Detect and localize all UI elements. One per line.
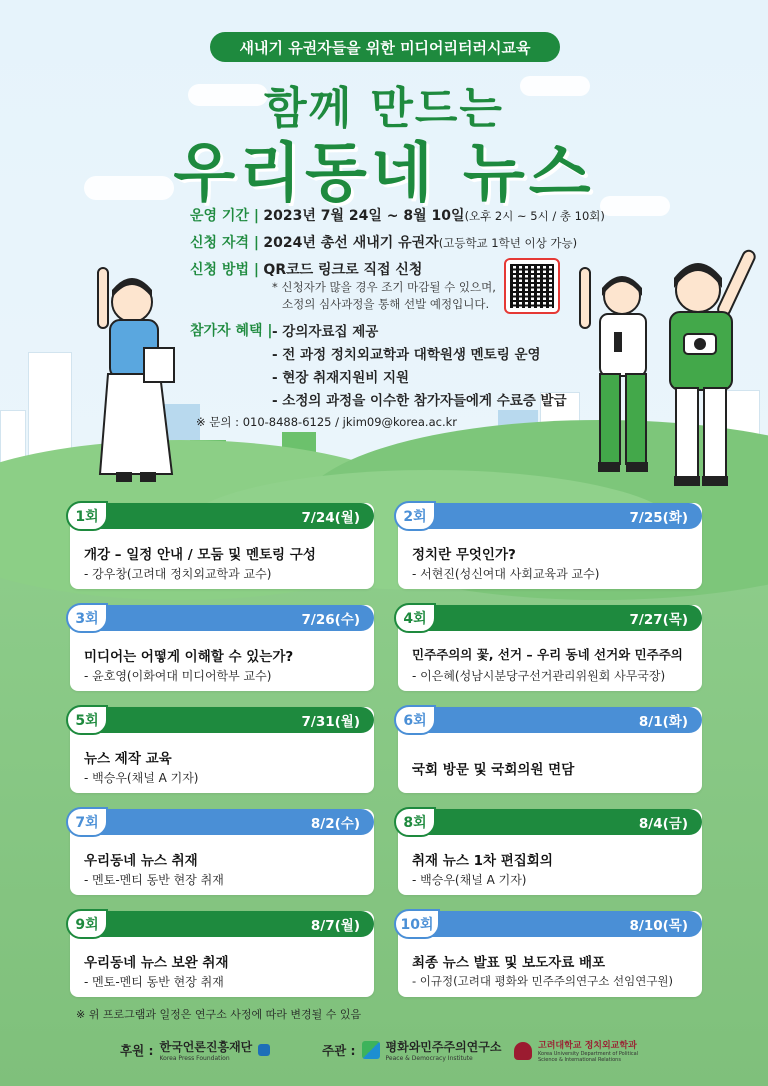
qualification-small: (고등학교 1학년 이상 가능) bbox=[438, 236, 578, 250]
session-speaker: - 멘토-멘티 동반 현장 취재 bbox=[84, 975, 224, 989]
session-title: 국회 방문 및 국회의원 면담 bbox=[412, 762, 575, 778]
university-logo bbox=[538, 1038, 648, 1063]
university-en: Korea University Department of Political Science & International Relations bbox=[538, 1051, 639, 1063]
schedule-change-note: ※ 위 프로그램과 일정은 연구소 사정에 따라 변경될 수 있음 bbox=[76, 1008, 362, 1021]
session-header bbox=[398, 707, 702, 733]
host-logo bbox=[386, 1038, 502, 1062]
sponsor bbox=[120, 1038, 270, 1062]
session-title: 우리동네 뉴스 보완 취재 bbox=[84, 955, 229, 971]
period-value: 2023년 7월 24일 ~ 8월 10일 bbox=[263, 208, 465, 224]
period-row bbox=[190, 205, 605, 225]
session-speaker: - 서현진(성신여대 사회교육과 교수) bbox=[412, 567, 600, 581]
session-date: 7/26(수) bbox=[301, 612, 360, 628]
title-line-1: 함께 만드는 bbox=[264, 83, 504, 134]
title-line-2: 우리동네 뉴스 bbox=[173, 137, 595, 211]
session-title: 최종 뉴스 발표 및 보도자료 배포 bbox=[412, 955, 606, 971]
qualification-value: 2024년 총선 새내기 유권자 bbox=[263, 235, 439, 251]
period-small: (오후 2시 ~ 5시 / 총 10회) bbox=[464, 209, 605, 223]
qr-code-pattern bbox=[510, 264, 554, 308]
session-date: 8/7(월) bbox=[310, 918, 360, 934]
session-number: 1회 bbox=[66, 501, 108, 531]
session-title: 취재 뉴스 1차 편집회의 bbox=[412, 853, 553, 869]
session-date: 7/31(월) bbox=[301, 714, 360, 730]
contact-info: ※ 문의 : 010-8488-6125 / jkim09@korea.ac.kr bbox=[196, 415, 457, 429]
session-number: 6회 bbox=[394, 705, 436, 735]
session-title: 우리동네 뉴스 취재 bbox=[84, 853, 198, 869]
session-title: 뉴스 제작 교육 bbox=[84, 751, 172, 767]
qr-code[interactable] bbox=[504, 258, 560, 314]
host bbox=[322, 1038, 501, 1062]
session-header bbox=[398, 503, 702, 529]
host-en: Peace & Democracy Institute bbox=[385, 1055, 473, 1062]
session-card bbox=[398, 503, 702, 589]
session-date: 8/2(수) bbox=[310, 816, 360, 832]
host-logo-icon bbox=[362, 1041, 380, 1059]
session-card bbox=[398, 911, 702, 997]
benefit-item: - 전 과정 정치외교학과 대학원생 멘토링 운영 bbox=[272, 347, 541, 363]
session-speaker: - 이은혜(성남시분당구선거관리위원회 사무국장) bbox=[412, 669, 666, 683]
host-name: 평화와민주주의연구소 bbox=[385, 1040, 502, 1054]
session-header bbox=[70, 911, 374, 937]
session-speaker: - 윤호영(이화여대 미디어학부 교수) bbox=[84, 669, 272, 683]
session-header bbox=[398, 911, 702, 937]
session-date: 7/24(월) bbox=[301, 510, 360, 526]
university bbox=[514, 1038, 648, 1063]
host-label: 주관 : bbox=[322, 1043, 356, 1058]
student-girl-illustration bbox=[88, 258, 188, 488]
sponsor-name: 한국언론진흥재단 bbox=[159, 1040, 253, 1054]
benefit-item: - 소정의 과정을 이수한 참가자들에게 수료증 발급 bbox=[272, 393, 567, 409]
session-number: 9회 bbox=[66, 909, 108, 939]
session-card bbox=[70, 707, 374, 793]
session-number: 10회 bbox=[394, 909, 440, 939]
session-speaker: - 멘토-멘티 동반 현장 취재 bbox=[84, 873, 224, 887]
session-number: 5회 bbox=[66, 705, 108, 735]
method-value: QR코드 링크로 직접 신청 bbox=[263, 262, 423, 278]
method-row bbox=[190, 259, 422, 279]
session-speaker: - 강우창(고려대 정치외교학과 교수) bbox=[84, 567, 272, 581]
session-number: 7회 bbox=[66, 807, 108, 837]
session-date: 8/1(화) bbox=[638, 714, 688, 730]
camera-boy-illustration bbox=[640, 244, 760, 494]
session-header bbox=[70, 707, 374, 733]
session-speaker: - 백승우(채널 A 기자) bbox=[412, 873, 527, 887]
method-note bbox=[272, 279, 496, 313]
session-card bbox=[398, 809, 702, 895]
session-speaker: - 이규정(고려대 평화와 민주주의연구소 선임연구원) bbox=[412, 974, 674, 988]
benefit-row bbox=[190, 320, 272, 340]
period-label: 운영 기간 | bbox=[190, 208, 259, 224]
session-header bbox=[70, 503, 374, 529]
session-title: 개강 – 일정 안내 / 모둠 및 멘토링 구성 bbox=[84, 547, 316, 563]
session-number: 4회 bbox=[394, 603, 436, 633]
sponsor-logo bbox=[160, 1038, 253, 1062]
method-note-line-2: 소정의 심사과정을 통해 선발 예정입니다. bbox=[282, 297, 490, 311]
session-header bbox=[398, 605, 702, 631]
session-card bbox=[70, 503, 374, 589]
session-date: 8/4(금) bbox=[638, 816, 688, 832]
benefit-item: - 현장 취재지원비 지원 bbox=[272, 370, 410, 386]
subtitle-pill: 새내기 유권자들을 위한 미디어리터러시교육 bbox=[210, 32, 560, 62]
sponsor-logo-icon bbox=[258, 1044, 270, 1056]
session-title: 민주주의의 꽃, 선거 – 우리 동네 선거와 민주주의 bbox=[412, 647, 683, 662]
qualification-row bbox=[190, 232, 577, 252]
session-number: 3회 bbox=[66, 603, 108, 633]
session-card bbox=[398, 707, 702, 793]
session-date: 8/10(목) bbox=[629, 918, 688, 934]
benefit-label: 참가자 혜택 | bbox=[190, 323, 273, 339]
session-date: 7/25(화) bbox=[629, 510, 688, 526]
university-name: 고려대학교 정치외교학과 bbox=[538, 1041, 637, 1051]
session-title: 정치란 무엇인가? bbox=[412, 547, 516, 563]
session-header bbox=[398, 809, 702, 835]
session-header bbox=[70, 809, 374, 835]
session-header bbox=[70, 605, 374, 631]
qualification-label: 신청 자격 | bbox=[190, 235, 259, 251]
session-card bbox=[70, 809, 374, 895]
session-card bbox=[398, 605, 702, 691]
university-crest-icon bbox=[514, 1042, 532, 1060]
benefit-item: - 강의자료집 제공 bbox=[272, 324, 379, 340]
sponsor-en: Korea Press Foundation bbox=[159, 1055, 230, 1062]
session-card bbox=[70, 911, 374, 997]
session-number: 2회 bbox=[394, 501, 436, 531]
session-speaker: - 백승우(채널 A 기자) bbox=[84, 771, 199, 785]
sponsor-label: 후원 : bbox=[120, 1043, 154, 1058]
session-card bbox=[70, 605, 374, 691]
session-title: 미디어는 어떻게 이해할 수 있는가? bbox=[84, 649, 294, 665]
method-label: 신청 방법 | bbox=[190, 262, 259, 278]
method-note-line-1: * 신청자가 많을 경우 조기 마감될 수 있으며, bbox=[272, 280, 496, 294]
session-number: 8회 bbox=[394, 807, 436, 837]
session-date: 7/27(목) bbox=[629, 612, 688, 628]
